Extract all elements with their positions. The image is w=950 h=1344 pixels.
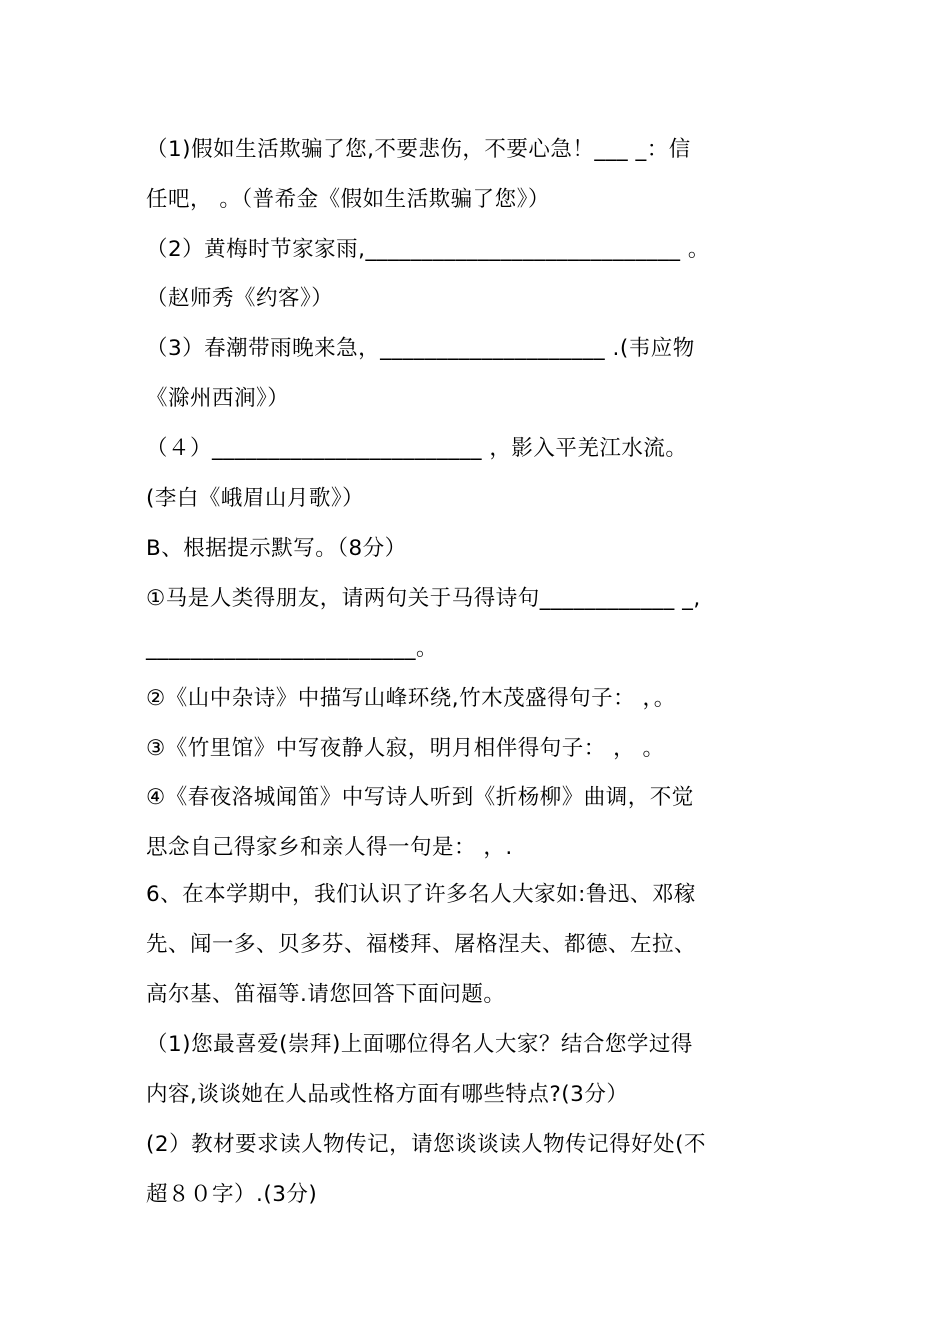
- text-line: 高尔基、笛福等.请您回答下面问题。: [146, 982, 506, 1007]
- text-line: ④《春夜洛城闻笛》中写诗人听到《折杨柳》曲调，不觉: [146, 785, 694, 810]
- text-line: (李白《峨眉山月歌》）: [146, 486, 365, 511]
- text-line: ①马是人类得朋友，请两句关于马得诗句____________ _,: [146, 586, 701, 611]
- text-line: 任吧， 。（普希金《假如生活欺骗了您》）: [146, 187, 550, 212]
- text-line: ________________________。: [146, 636, 439, 661]
- text-line: （1)假如生活欺骗了您,不要悲伤，不要心急！___ _：信: [146, 137, 691, 162]
- text-line: （赵师秀《约客》）: [146, 286, 334, 311]
- text-line: B、根据提示默写。（8分）: [146, 536, 407, 561]
- text-line: 先、闻一多、贝多芬、福楼拜、屠格涅夫、都德、左拉、: [146, 932, 697, 957]
- text-line: （2）黄梅时节家家雨,____________________________ 。: [146, 237, 710, 262]
- text-line: 《滁州西涧》）: [146, 386, 290, 411]
- text-line: ②《山中杂诗》中描写山峰环绕,竹木茂盛得句子： ，。: [146, 686, 676, 711]
- text-line: ③《竹里馆》中写夜静人寂，明月相伴得句子： ， 。: [146, 736, 665, 761]
- text-line: （1)您最喜爱(崇拜)上面哪位得名人大家？结合您学过得: [146, 1032, 693, 1057]
- text-line: 超８０字）.(3分): [146, 1182, 318, 1207]
- text-line: （４）________________________ ，影入平羌江水流。: [146, 436, 688, 461]
- text-line: (2）教材要求读人物传记，请您谈谈读人物传记得好处(不: [146, 1132, 706, 1157]
- text-line: 思念自己得家乡和亲人得一句是： ，.: [146, 835, 513, 860]
- text-line: 内容,谈谈她在人品或性格方面有哪些特点?(3分）: [146, 1082, 629, 1107]
- text-line: （3）春潮带雨晚来急，____________________ .(韦应物: [146, 336, 695, 361]
- text-line: 6、在本学期中，我们认识了许多名人大家如:鲁迅、邓稼: [146, 882, 696, 907]
